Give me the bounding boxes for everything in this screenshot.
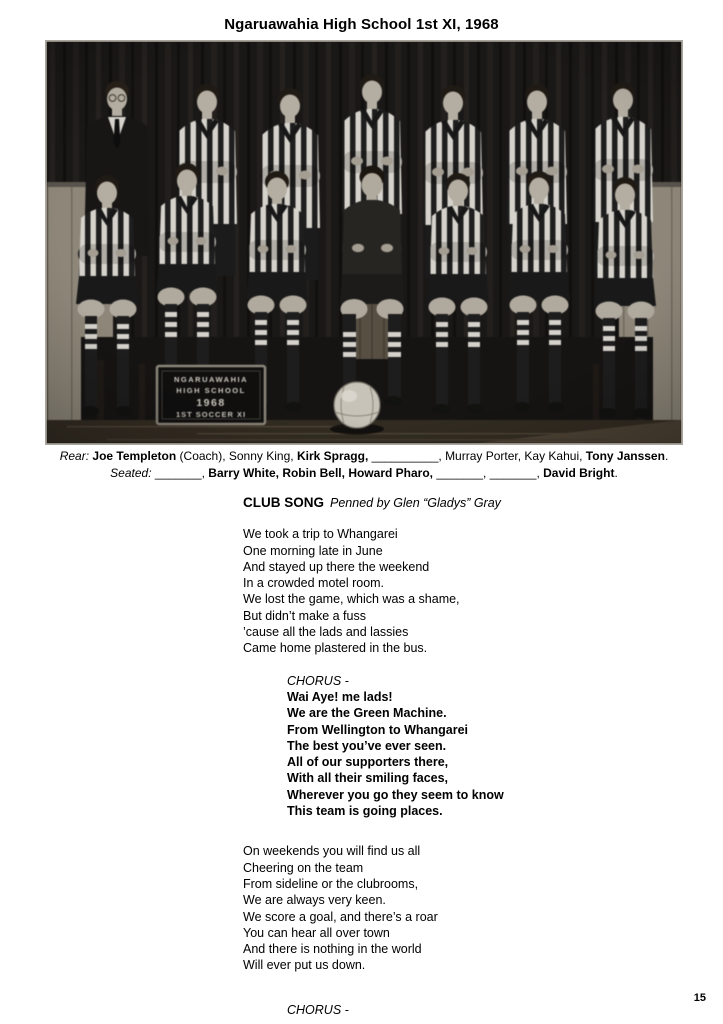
photo-caption [45, 448, 683, 482]
club-song-section [243, 495, 683, 1018]
chorus-2-label: CHORUS - [287, 1002, 349, 1017]
caption-segment: (Coach), Sonny King, [179, 449, 294, 463]
caption-segment: __________, [371, 449, 442, 463]
team-photo [45, 40, 683, 445]
song-line: You can hear all over town [243, 925, 390, 940]
song-line: Cheering on the team [243, 860, 364, 875]
caption-segment: . [664, 449, 669, 463]
chorus-lines [287, 689, 683, 819]
caption-segment: . [614, 466, 618, 480]
song-line: Came home plastered in the bus. [243, 641, 428, 656]
chorus-1 [287, 673, 683, 820]
caption-segment: _______, _______, [436, 466, 540, 480]
page-number: 15 [693, 992, 706, 1004]
song-line: Will ever put us down. [243, 958, 366, 973]
song-line: We are always very keen. [243, 893, 386, 908]
caption-segment: David Bright [543, 466, 615, 480]
caption-segment: _______, [154, 466, 205, 480]
song-line: But didn’t make a fuss [243, 608, 366, 623]
song-line: And stayed up there the weekend [243, 559, 430, 574]
chorus-line: This team is going places. [287, 804, 443, 819]
chorus-line: We are the Green Machine. [287, 706, 447, 721]
caption-segment: Seated: [110, 466, 152, 480]
caption-segment: Kirk Spragg, [296, 449, 369, 463]
chorus-line: All of our supporters there, [287, 755, 449, 770]
song-line: One morning late in June [243, 543, 383, 558]
chorus-line: From Wellington to Whangarei [287, 722, 469, 737]
chorus-line: Wherever you go they seem to know [287, 787, 504, 802]
song-verse-1 [243, 526, 683, 656]
caption-segment: Tony Janssen [585, 449, 665, 463]
chorus-line: The best you’ve ever seen. [287, 738, 447, 753]
song-line: On weekends you will find us all [243, 844, 421, 859]
caption-line-seated [45, 465, 683, 482]
song-line: ’cause all the lads and lassies [243, 625, 409, 640]
page-title: Ngaruawahia High School 1st XI, 1968 [224, 16, 499, 33]
song-line: We score a goal, and there’s a roar [243, 909, 438, 924]
caption-segment: Joe Templeton [92, 449, 177, 463]
chorus-line: With all their smiling faces, [287, 771, 449, 786]
song-line: In a crowded motel room. [243, 576, 385, 591]
caption-segment: Rear: [59, 449, 90, 463]
chorus-line: Wai Aye! me lads! [287, 689, 393, 704]
club-song-byline: Penned by Glen “Gladys” Gray [330, 496, 501, 510]
caption-segment: Murray Porter, Kay Kahui, [445, 449, 583, 463]
song-verse-2 [243, 843, 683, 973]
club-song-heading [243, 495, 683, 511]
team-photo-illustration [47, 42, 681, 443]
caption-line-rear [45, 448, 683, 465]
club-song-title: CLUB SONG [243, 495, 324, 510]
song-line: From sideline or the clubrooms, [243, 876, 419, 891]
chorus-label: CHORUS - [287, 673, 349, 688]
song-line: We lost the game, which was a shame, [243, 592, 460, 607]
song-line: We took a trip to Whangarei [243, 527, 398, 542]
song-line: And there is nothing in the world [243, 942, 422, 957]
caption-segment: Barry White, Robin Bell, Howard Pharo, [208, 466, 433, 480]
